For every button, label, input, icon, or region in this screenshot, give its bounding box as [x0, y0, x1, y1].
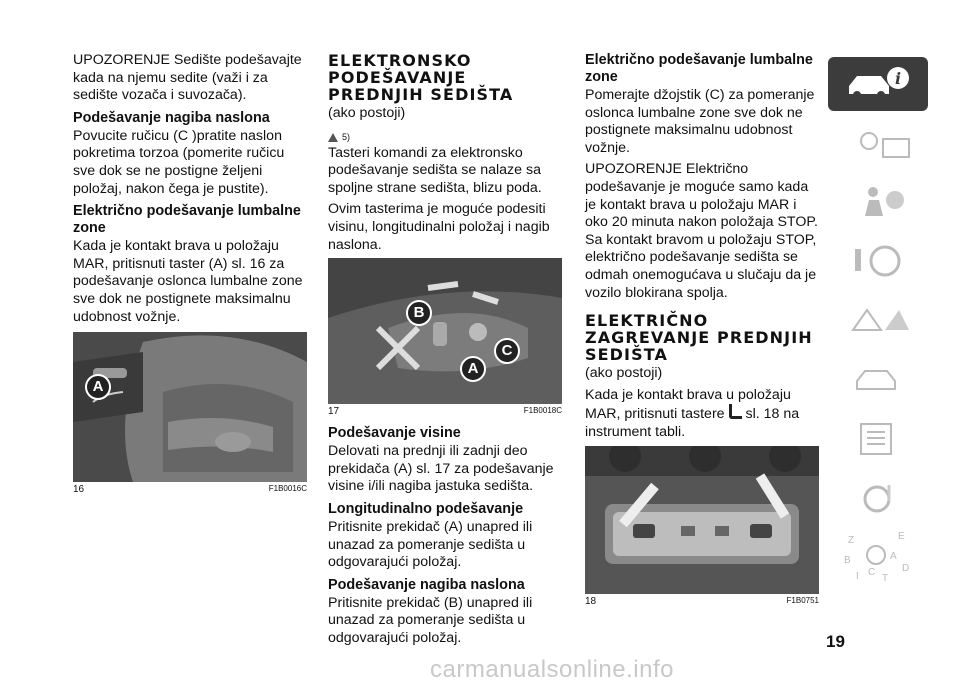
seatbelt-airbag-icon — [843, 182, 913, 222]
figure-number: 18 — [585, 595, 597, 607]
middle-column — [328, 52, 562, 652]
figure-17-seat-controls — [328, 258, 562, 404]
multimedia-icon — [843, 477, 913, 517]
section-heading: Električno podešavanje lumbalne zone — [73, 203, 301, 237]
body-paragraph: Pritisnite prekidač (B) unapred ili unazad za pomeranje sedišta u odgovarajući položaj. — [328, 594, 533, 646]
section-heading: Podešavanje nagiba naslona — [328, 576, 525, 593]
tab-dashboard-lights[interactable] — [828, 116, 928, 170]
figure-caption — [73, 484, 307, 495]
section-heading: Longitudinalno podešavanje — [328, 500, 524, 517]
figure-16-seat-side — [73, 332, 307, 482]
body-paragraph: Delovati na prednji ili zadnji deo prekidača (A) sl. 17 za podešavanje visine i/ili nagiba jastuka sedišta. — [328, 443, 554, 495]
body-paragraph: Pritisnite prekidač (A) unapred ili unazad za pomeranje sedišta u odgovarajući položaj. — [328, 518, 533, 571]
figure-caption — [328, 406, 562, 417]
warning-paragraph: UPOZORENJE Sedište podešavajte kada na njemu sedite (važi i za sedište vozača i suvozača). — [73, 52, 302, 104]
svg-text:A: A — [890, 551, 897, 562]
tab-car-info[interactable] — [828, 57, 928, 111]
figure-caption — [585, 596, 819, 607]
seat-heater-icon — [729, 404, 742, 419]
callout-c-badge: C — [494, 338, 520, 364]
figure-number: 16 — [73, 484, 85, 496]
seat-side-illustration — [73, 332, 307, 482]
steering-wheel-icon — [843, 241, 913, 281]
svg-text:D: D — [902, 563, 910, 574]
tab-multimedia[interactable] — [828, 470, 928, 524]
svg-text:T: T — [882, 573, 889, 583]
seat-controls-illustration — [328, 258, 562, 404]
callout-a-badge: A — [460, 356, 486, 382]
tab-seatbelt-airbag[interactable] — [828, 175, 928, 229]
availability-note: (ako postoji) — [585, 365, 663, 382]
section-heading: Podešavanje visine — [328, 425, 461, 442]
section-heading: Električno podešavanje lumbalne zone — [585, 52, 813, 85]
chapter-heading: ELEKTRIČNO ZAGREVANJE PREDNJIH SEDIŠTA — [585, 311, 813, 365]
body-paragraph: Povucite ručicu (C )pratite naslon pokretima torzoa (pomerite ručicu sve dok se ne postigne željeni položaj, nakon čega je pustite). — [73, 127, 285, 197]
availability-note: (ako postoji) — [328, 105, 406, 121]
chapter-tabs — [828, 57, 928, 588]
svg-text:E: E — [898, 531, 905, 542]
page-number: 19 — [826, 632, 845, 651]
tab-steering-wheel[interactable] — [828, 234, 928, 288]
tab-warning-road[interactable] — [828, 293, 928, 347]
section-heading: Podešavanje nagiba naslona — [73, 109, 270, 126]
figure-code: F1B0018C — [523, 406, 562, 416]
warning-paragraph: UPOZORENJE Električno podešavanje je moguće samo kada je kontakt brava u položaju MAR i oko 20 minuta nakon položaja STOP. Sa kontakt bravom u položaju STOP, električno podešavanje sedišta se odmah onemogućava u slučaju da je vozilo blokirana spolja. — [585, 161, 818, 301]
svg-text:C: C — [868, 567, 876, 578]
warning-triangle-icon — [328, 133, 338, 142]
chapter-heading: ELEKTRONSKO PODEŠAVANJE PREDNJIH SEDIŠTA — [328, 51, 514, 104]
callout-b-badge: B — [406, 300, 432, 326]
figure-code: F1B0751 — [786, 595, 819, 605]
tab-technical-data[interactable] — [828, 411, 928, 465]
technical-data-icon — [843, 418, 913, 458]
figure-code: F1B0016C — [268, 484, 307, 494]
body-paragraph: Tasteri komandi za elektronsko podešavanje sedišta se nalaze sa spoljne strane sedišta, blizu poda. — [328, 144, 542, 196]
body-paragraph: Pomerajte džojstik (C) za pomeranje oslonca lumbalne zone sve dok ne postignete maksimalnu udobnost vožnje. — [585, 87, 815, 156]
body-paragraph: Kada je kontakt brava u položaju MAR, pritisnuti taster (A) sl. 16 za podešavanje oslonca lumbalne zone sve dok ne postignete maksimalnu udobnost vožnje. — [73, 238, 303, 325]
figure-number: 17 — [328, 406, 340, 418]
instrument-panel-illustration — [585, 446, 819, 594]
svg-text:i: i — [894, 69, 902, 88]
car-info-icon — [843, 64, 913, 104]
right-column — [585, 52, 819, 615]
tab-index[interactable] — [828, 529, 928, 583]
tab-car-service[interactable] — [828, 352, 928, 406]
warning-reference: 5) — [328, 131, 350, 143]
watermark: carmanualsonline.info — [430, 656, 674, 683]
figure-18-heated-seats-buttons — [585, 446, 819, 594]
callout-a-badge: A — [85, 374, 111, 400]
car-service-icon — [843, 359, 913, 399]
svg-text:Z: Z — [848, 535, 855, 546]
index-icon — [838, 529, 918, 583]
left-column — [73, 52, 307, 503]
dashboard-lights-icon — [843, 123, 913, 163]
warning-road-icon — [843, 300, 913, 340]
body-paragraph: Ovim tasterima je moguće podesiti visinu, longitudinalni položaj i nagib naslona. — [328, 201, 550, 253]
body-paragraph: Kada je kontakt brava u položaju MAR, pritisnuti tastere sl. 18 na instrument tabli. — [585, 386, 800, 440]
svg-text:I: I — [856, 571, 859, 582]
svg-text:B: B — [844, 555, 851, 566]
